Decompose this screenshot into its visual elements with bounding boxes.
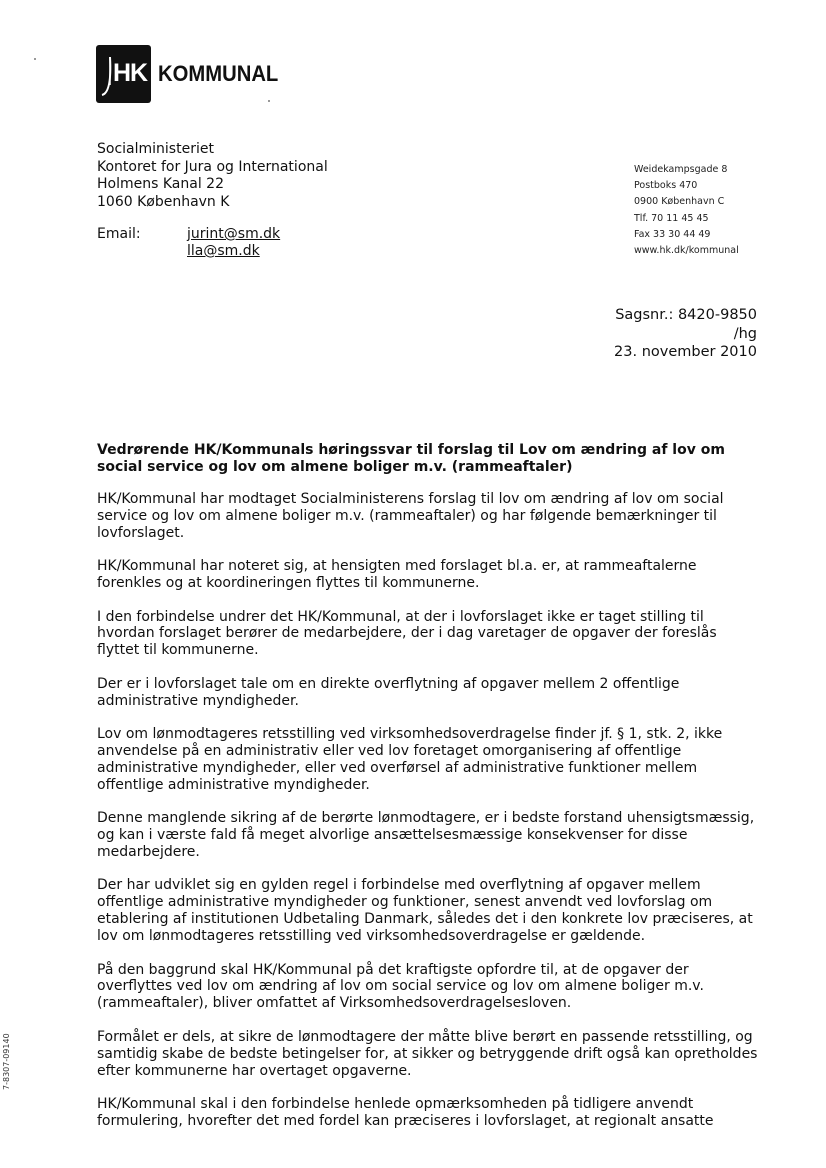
sender-website-link[interactable]: www.hk.dk/kommunal xyxy=(634,245,739,257)
case-number: Sagsnr.: 8420-9850 xyxy=(615,307,757,323)
email-link-lla[interactable]: lla@sm.dk xyxy=(187,243,260,259)
body-paragraph: HK/Kommunal har noteret sig, at hensigten med forslaget bl.a. er, at rammeaftalerne forenkles og at koordineringen flyttes til kommunerne. xyxy=(97,558,697,592)
recipient-line: Socialministeriet xyxy=(97,141,214,157)
body-paragraph: På den baggrund skal HK/Kommunal på det kraftigste opfordre til, at de opgaver der overflyttes ved lov om ændring af lov om social service og lov om almene boliger m.v. (rammeaftaler), bliver omfattet af Virksomhedsoverdragelsesloven. xyxy=(97,961,704,1012)
body-paragraph: Der har udviklet sig en gylden regel i forbindelse med overflytning af opgaver mellem offentlige administrative myndigheder og funktioner, senest anvendt ved lovforslag om etablering af institutionen Udbetaling Danmark, således det i den konkrete lov præciseres, at lov om lønmodtageres retsstilling ved virksomhedsoverdragelse er gældende. xyxy=(97,877,753,945)
body-paragraph: HK/Kommunal har modtaget Socialministerens forslag til lov om ændring af lov om social service og lov om almene boliger m.v. (rammeaftaler) og har følgende bemærkninger til lovforslaget. xyxy=(97,491,724,541)
hk-logo-mark xyxy=(96,45,151,103)
recipient-line: 1060 København K xyxy=(97,193,230,210)
initials: /hg xyxy=(733,325,757,342)
recipient-line: Kontoret for Jura og International xyxy=(97,158,328,175)
recipient-line: Holmens Kanal 22 xyxy=(97,176,224,192)
body-paragraph: Der er i lovforslaget tale om en direkte overflytning af opgaver mellem 2 offentlige administrative myndigheder. xyxy=(97,675,680,709)
logo-hk-text: HK xyxy=(113,59,148,87)
sender-address xyxy=(634,162,739,259)
body-paragraph: Formålet er dels, at sikre de lønmodtagere der måtte blive berørt en passende retsstilling, og samtidig skabe de bedste betingelser for, at sikker og betryggende drift også kan opretholdes efter kommunerne har overtaget opgaverne. xyxy=(97,1028,758,1079)
sender-line: Fax 33 30 44 49 xyxy=(634,228,711,240)
body-paragraph: Lov om lønmodtageres retsstilling ved virksomhedsoverdragelse finder jf. § 1, stk. 2, ikke anvendelse på en administrativ eller ved lov foretaget omorganisering af offentlige administrative myndigheder, eller ved overførsel af administrative funktioner mellem offentlige administrative myndigheder. xyxy=(97,726,723,793)
reference-block xyxy=(614,306,757,362)
email-label: Email: xyxy=(97,226,141,242)
scan-speck xyxy=(34,58,36,60)
body-paragraph: Denne manglende sikring af de berørte lønmodtagere, er i bedste forstand uhensigtsmæssig, og kan i værste fald få meget alvorlige ansættelsesmæssige konsekvenser for disse medarbejdere. xyxy=(97,810,755,860)
sender-line: Postboks 470 xyxy=(634,180,698,192)
sender-line: 0900 København C xyxy=(634,196,725,208)
body-paragraph: HK/Kommunal skal i den forbindelse henlede opmærksomheden på tidligere anvendt formulering, hvorefter det med fordel kan præciseres i lovforslaget, at regionalt ansatte xyxy=(97,1095,714,1129)
logo-wordmark: KOMMUNAL xyxy=(158,61,279,86)
letter-body xyxy=(97,491,759,1146)
email-link-jurint[interactable]: jurint@sm.dk xyxy=(187,226,281,242)
body-paragraph: I den forbindelse undrer det HK/Kommunal, at der i lovforslaget ikke er taget stilling til hvordan forslaget berører de medarbejdere, der i dag varetager de opgaver der foreslås flyttet til kommunerne. xyxy=(97,608,717,659)
side-form-code: 7-8307-09140 xyxy=(2,1033,11,1090)
letter-date: 23. november 2010 xyxy=(614,344,757,360)
scan-speck xyxy=(268,100,270,102)
sender-line: Tlf. 70 11 45 45 xyxy=(634,212,709,224)
sender-line: Weidekampsgade 8 xyxy=(634,164,728,175)
recipient-address xyxy=(97,141,328,211)
letter-subject: Vedrørende HK/Kommunals høringssvar til forslag til Lov om ændring af lov om social service og lov om almene boliger m.v. (rammeaftaler) xyxy=(97,442,725,475)
